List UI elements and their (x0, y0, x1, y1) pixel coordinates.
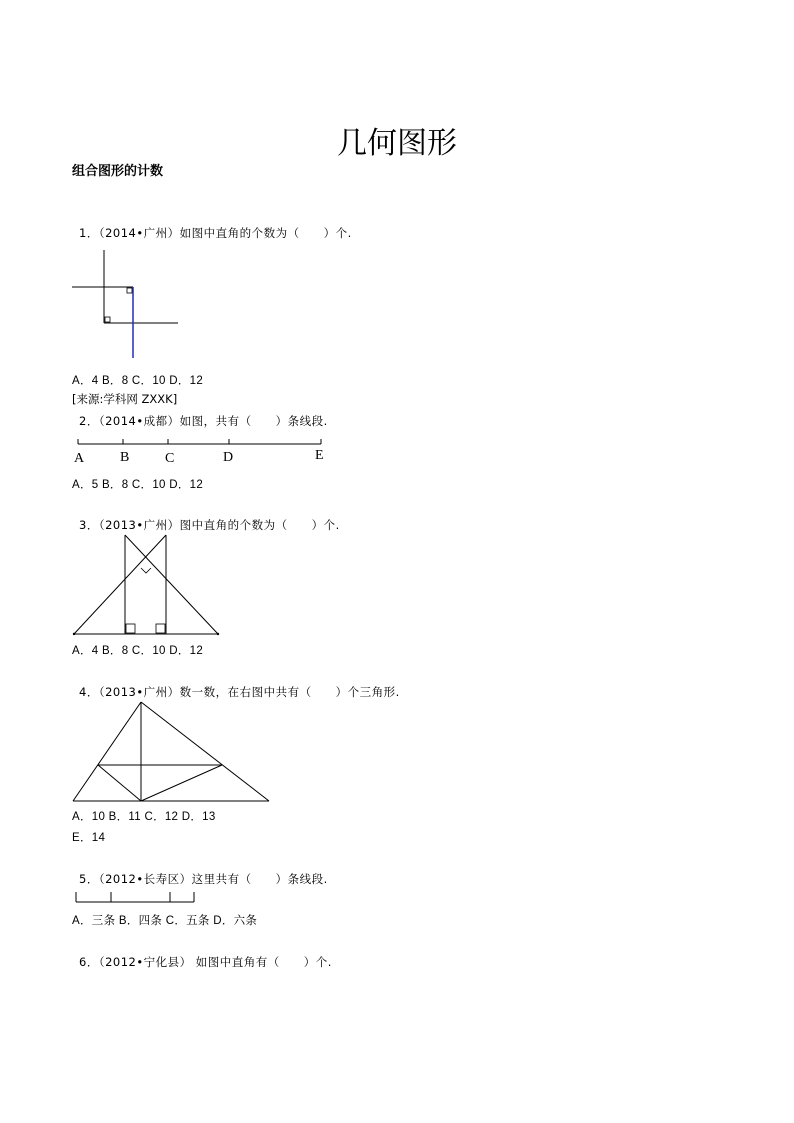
question-4-number: 4 (79, 685, 87, 699)
question-4: 4．（2013•广州）数一数，在右图中共有（ ）个三角形. (79, 685, 400, 699)
question-2-stem: （2014•成都）如图，共有（ ）条线段. (98, 414, 328, 428)
question-3-number: 3 (79, 518, 87, 532)
question-6-number: 6 (79, 955, 87, 969)
question-4-options-e: E．14 (72, 832, 106, 844)
question-2-number: 2 (79, 414, 87, 428)
question-4-options: A．10 B．11 C．12 D．13 (72, 811, 216, 823)
question-1-number: 1 (79, 226, 87, 240)
question-2: 2．（2014•成都）如图，共有（ ）条线段. (79, 414, 328, 428)
question-3-options: A．4 B．8 C．10 D．12 (72, 645, 204, 657)
question-2-options: A．5 B．8 C．10 D．12 (72, 479, 204, 491)
point-label-a: A (74, 451, 85, 466)
question-5-stem: （2012•长寿区）这里共有（ ）条线段. (98, 872, 328, 886)
point-label-b: B (120, 450, 130, 465)
question-3: 3．（2013•广州）图中直角的个数为（ ）个. (79, 518, 340, 532)
question-5-number: 5 (79, 872, 87, 886)
point-label-e: E (315, 448, 324, 463)
question-1: 1．（2014•广州）如图中直角的个数为（ ）个. (79, 226, 352, 240)
question-1-options: A．4 B．8 C．10 D．12 (72, 375, 204, 387)
section-heading: 组合图形的计数 (72, 164, 164, 179)
question-4-stem: （2013•广州）数一数，在右图中共有（ ）个三角形. (98, 685, 400, 699)
question-6-stem: （2012•宁化县） 如图中直角有（ ）个. (98, 955, 332, 969)
question-5: 5．（2012•长寿区）这里共有（ ）条线段. (79, 872, 328, 886)
point-label-d: D (223, 450, 234, 465)
point-label-c: C (165, 451, 175, 466)
page-title: 几何图形 (337, 126, 457, 161)
question-3-stem: （2013•广州）图中直角的个数为（ ）个. (98, 518, 340, 532)
question-1-source: [来源:学科网 ZXXK] (72, 392, 178, 406)
question-6: 6．（2012•宁化县） 如图中直角有（ ）个. (79, 955, 332, 969)
question-5-options: A．三条 B．四条 C．五条 D．六条 (72, 915, 258, 927)
question-1-stem: （2014•广州）如图中直角的个数为（ ）个. (98, 226, 352, 240)
